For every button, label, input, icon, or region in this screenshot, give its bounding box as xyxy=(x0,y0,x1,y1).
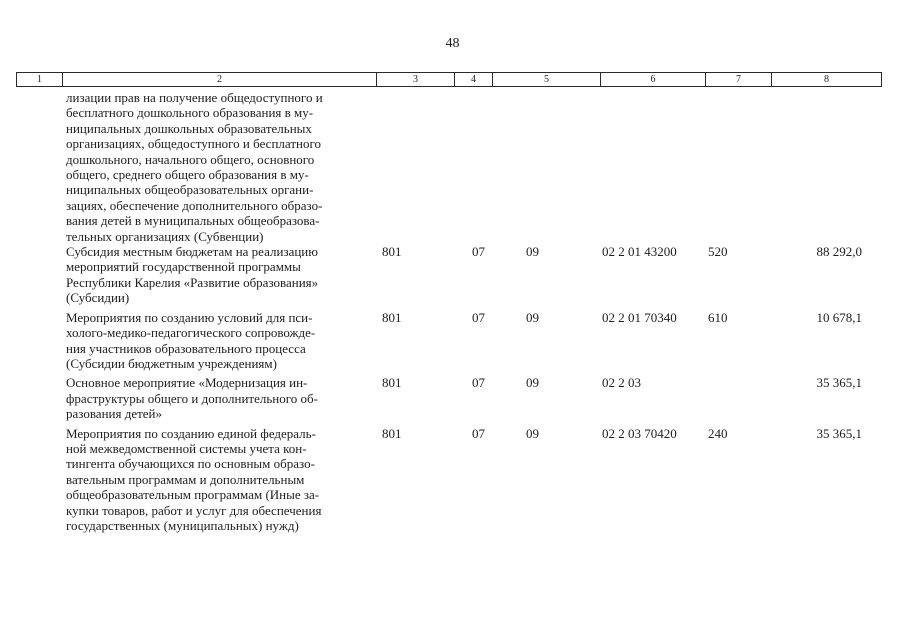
description-line: тельных организациях (Субвенции) xyxy=(66,228,264,244)
description-line: ния участников образовательного процесса xyxy=(66,340,306,356)
column-number-2: 2 xyxy=(63,73,377,86)
subsection-code: 09 xyxy=(526,309,539,325)
expense-type-code: 520 xyxy=(708,244,728,260)
column-number-5: 5 xyxy=(493,73,601,86)
description-line: разования детей» xyxy=(66,406,163,422)
description-line: тингента обучающихся по основным образо- xyxy=(66,456,315,472)
description-line: ной межведомственной системы учета кон- xyxy=(66,440,307,456)
description-line: зациях, обеспечение дополнительного образо- xyxy=(66,197,323,213)
row-description xyxy=(66,375,364,421)
table-row xyxy=(0,426,905,534)
description-line: Мероприятия по созданию единой федераль- xyxy=(66,425,316,441)
description-line: Мероприятия по созданию условий для пси- xyxy=(66,309,313,325)
table-row xyxy=(0,375,905,421)
description-line: ниципальных общеобразовательных органи- xyxy=(66,182,314,198)
description-line: организациях, общедоступного и бесплатного xyxy=(66,136,321,152)
expense-type-code: 610 xyxy=(708,309,728,325)
description-line: дошкольного, начального общего, основного xyxy=(66,151,315,167)
target-article-code: 02 2 01 43200 xyxy=(602,244,677,260)
page-number: 48 xyxy=(445,36,460,51)
description-line: холого-медико-педагогического сопровожде- xyxy=(66,325,316,341)
section-code: 07 xyxy=(472,375,485,391)
description-line: лизации прав на получение общедоступного и xyxy=(66,90,323,105)
amount: 35 365,1 xyxy=(816,375,862,391)
subsection-code: 09 xyxy=(526,375,539,391)
description-line: Основное мероприятие «Модернизация ин- xyxy=(66,375,308,391)
table-column-numbers xyxy=(16,72,882,87)
ministry-code: 801 xyxy=(382,309,402,325)
section-code: 07 xyxy=(472,309,485,325)
column-number-1: 1 xyxy=(17,73,63,86)
column-number-8: 8 xyxy=(824,74,829,85)
ministry-code: 801 xyxy=(382,375,402,391)
column-number-3: 3 xyxy=(377,73,455,86)
amount: 35 365,1 xyxy=(816,425,862,441)
description-line: вательным программам и дополнительным xyxy=(66,471,305,487)
table-row xyxy=(0,90,905,244)
description-line: фраструктуры общего и дополнительного об- xyxy=(66,390,318,406)
description-line: бесплатного дошкольного образования в му- xyxy=(66,105,314,121)
description-line: государственных (муниципальных) нужд) xyxy=(66,517,299,533)
description-line: ниципальных дошкольных образовательных xyxy=(66,120,312,136)
description-line: общеобразовательным программам (Иные за- xyxy=(66,487,320,503)
description-line: мероприятий государственной программы xyxy=(66,259,301,275)
description-line: (Субсидии бюджетным учреждениям) xyxy=(66,355,277,371)
expense-type-code: 240 xyxy=(708,425,728,441)
target-article-code: 02 2 03 xyxy=(602,375,641,391)
column-number-6: 6 xyxy=(601,73,706,86)
description-line: Республики Карелия «Развитие образования» xyxy=(66,274,319,290)
description-line: вания детей в муниципальных общеобразова- xyxy=(66,213,320,229)
target-article-code: 02 2 03 70420 xyxy=(602,425,677,441)
subsection-code: 09 xyxy=(526,244,539,260)
row-description xyxy=(66,310,364,372)
amount: 88 292,0 xyxy=(816,244,862,260)
subsection-code: 09 xyxy=(526,425,539,441)
description-line: купки товаров, работ и услуг для обеспечения xyxy=(66,502,322,518)
column-number-7: 7 xyxy=(706,73,772,86)
section-code: 07 xyxy=(472,244,485,260)
row-description xyxy=(66,426,364,534)
description-line: (Субсидии) xyxy=(66,290,130,306)
description-line: Субсидия местным бюджетам на реализацию xyxy=(66,244,318,260)
table-row xyxy=(0,310,905,372)
column-number-4: 4 xyxy=(455,73,493,86)
table-row xyxy=(0,244,905,306)
row-description xyxy=(66,244,364,306)
amount: 10 678,1 xyxy=(816,309,862,325)
ministry-code: 801 xyxy=(382,425,402,441)
target-article-code: 02 2 01 70340 xyxy=(602,309,677,325)
ministry-code: 801 xyxy=(382,244,402,260)
description-line: общего, среднего общего образования в му- xyxy=(66,167,309,183)
row-description xyxy=(66,90,364,244)
budget-table-body xyxy=(0,90,905,533)
section-code: 07 xyxy=(472,425,485,441)
